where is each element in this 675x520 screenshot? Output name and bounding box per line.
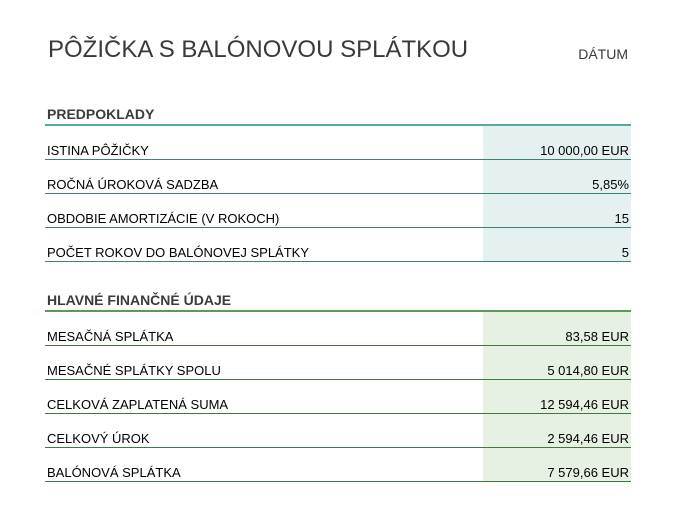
- table-row-total-monthly-payments: [45, 346, 631, 380]
- table-row-loan-principal: [45, 126, 631, 160]
- total-interest-value: 2 594,46 EUR: [483, 414, 631, 447]
- table-row-amortization-period: [45, 194, 631, 228]
- table-row-total-paid: [45, 380, 631, 414]
- row-label: MESAČNÁ SPLÁTKA: [47, 329, 174, 344]
- row-label: ROČNÁ ÚROKOVÁ SADZBA: [47, 177, 219, 192]
- annual-interest-rate-value[interactable]: 5,85%: [483, 160, 631, 193]
- table-row-monthly-payment: [45, 312, 631, 346]
- monthly-payment-value: 83,58 EUR: [483, 312, 631, 345]
- row-label: OBDOBIE AMORTIZÁCIE (V ROKOCH): [47, 211, 280, 226]
- assumptions-title: PREDPOKLADY: [45, 102, 631, 126]
- row-label: MESAČNÉ SPLÁTKY SPOLU: [47, 363, 221, 378]
- row-label: CELKOVÁ ZAPLATENÁ SUMA: [47, 397, 229, 412]
- row-label: BALÓNOVÁ SPLÁTKA: [47, 465, 181, 480]
- financials-section: [45, 288, 631, 482]
- amortization-period-value[interactable]: 15: [483, 194, 631, 227]
- loan-principal-value[interactable]: 10 000,00 EUR: [483, 126, 631, 159]
- financials-title: HLAVNÉ FINANČNÉ ÚDAJE: [45, 288, 631, 312]
- row-label: CELKOVÝ ÚROK: [47, 431, 150, 446]
- row-label: ISTINA PÔŽIČKY: [47, 143, 149, 158]
- years-to-balloon-value[interactable]: 5: [483, 228, 631, 261]
- row-label: POČET ROKOV DO BALÓNOVEJ SPLÁTKY: [47, 245, 309, 260]
- date-label[interactable]: DÁTUM: [578, 46, 628, 62]
- page-title: PÔŽIČKA S BALÓNOVOU SPLÁTKOU: [48, 36, 469, 63]
- table-row-years-to-balloon: [45, 228, 631, 262]
- table-row-total-interest: [45, 414, 631, 448]
- total-monthly-payments-value: 5 014,80 EUR: [483, 346, 631, 379]
- assumptions-section: [45, 102, 631, 262]
- total-paid-value: 12 594,46 EUR: [483, 380, 631, 413]
- balloon-payment-value: 7 579,66 EUR: [483, 448, 631, 481]
- table-row-annual-interest-rate: [45, 160, 631, 194]
- table-row-balloon-payment: [45, 448, 631, 482]
